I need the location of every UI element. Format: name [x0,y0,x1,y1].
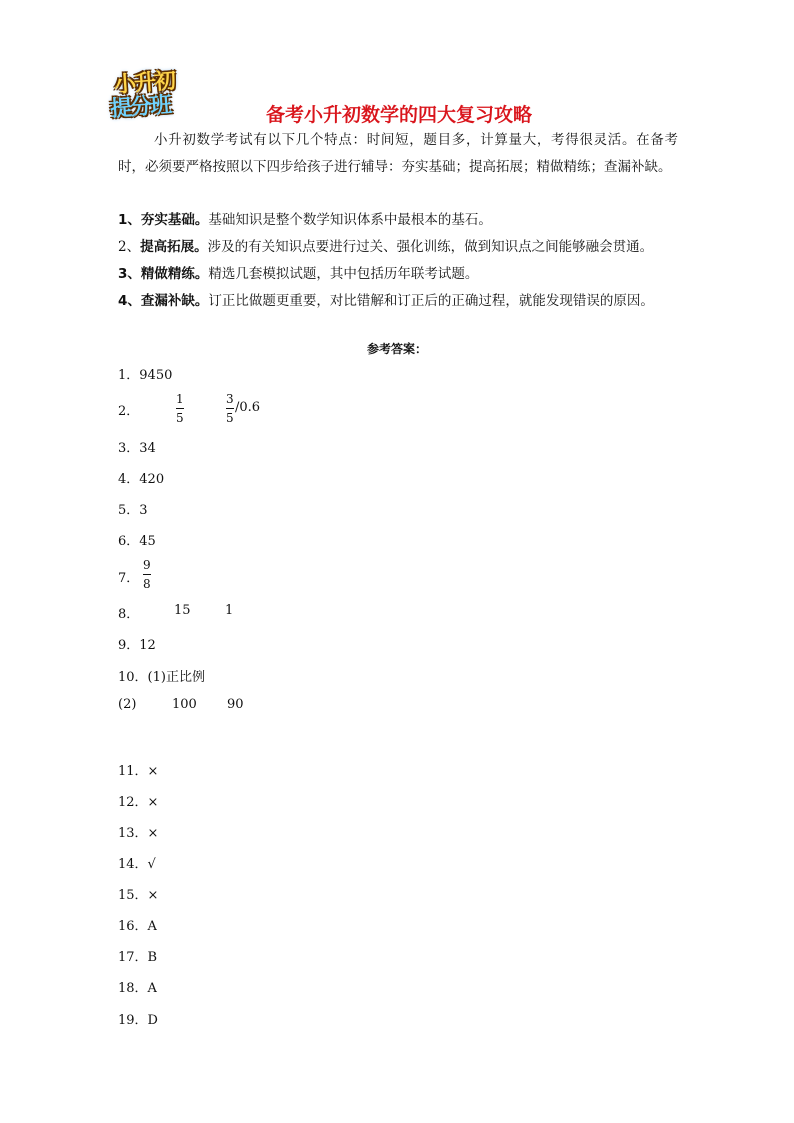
answer-7-fraction [143,557,151,592]
answer-6: 6．45 [118,534,156,549]
answer-11: 11．× [118,764,159,779]
answers-heading: 参考答案： [366,342,427,356]
logo-text-line2: 提分班 [109,92,171,123]
answer-8-label: 8． [118,607,140,622]
fraction-numerator: 9 [143,558,151,572]
page-title: 备考小升初数学的四大复习攻略 [265,104,532,126]
fraction-bar [176,408,184,409]
tip-number: 4、 [118,293,141,309]
tip-number: 2、 [118,239,141,255]
answer-2-label: 2． [118,404,140,419]
tip-number: 3、 [118,266,141,282]
answer-17: 17．B [118,950,158,965]
answer-13: 13．× [118,826,159,841]
tip-body: 涉及的有关知识点要进行过关、强化训练，做到知识点之间能够融会贯通。 [207,239,654,255]
fraction-numerator: 3 [226,392,234,406]
tip-1 [118,210,698,230]
answer-2-fraction-2 [226,391,234,426]
tip-body: 精选几套模拟试题，其中包括历年联考试题。 [208,266,479,282]
answer-10-2-value-2: 90 [227,697,244,712]
answer-7-label: 7． [118,571,140,586]
fraction-numerator: 1 [176,392,184,406]
tip-heading: 查漏补缺。 [140,293,209,309]
answer-19: 19．D [118,1013,158,1028]
answer-16: 16．A [118,919,157,934]
fraction-denominator: 5 [226,411,234,425]
answer-15: 15．× [118,888,159,903]
tip-heading: 夯实基础。 [140,212,209,228]
answer-3: 3．34 [118,441,156,456]
answer-18: 18．A [118,981,157,996]
tip-body: 基础知识是整个数学知识体系中最根本的基石。 [208,212,492,228]
fraction-denominator: 5 [176,411,184,425]
answer-10-1: 10．(1)正比例 [118,670,205,685]
logo-text-line1: 小升初 [113,68,175,99]
fraction-bar [143,574,151,575]
answer-1: 1．9450 [118,368,173,383]
tip-3 [118,264,698,284]
answer-2-fraction-1 [176,391,184,426]
answer-4: 4．420 [118,472,165,487]
answer-2-tail: /0.6 [235,400,261,415]
tip-heading: 提高拓展。 [140,239,208,255]
tip-body: 订正比做题更重要，对比错解和订正后的正确过程，就能发现错误的原因。 [208,293,654,309]
answer-9: 9．12 [118,638,156,653]
tip-number: 1、 [118,212,141,228]
answer-5: 5．3 [118,503,148,518]
intro-paragraph: 小升初数学考试有以下几个特点：时间短，题目多，计算量大，考得很灵活。在备考时，必须要严格按照以下四步给孩子进行辅导：夯实基础；提高拓展；精做精练；查漏补缺。 [118,132,678,175]
fraction-bar [226,408,234,409]
tip-4 [118,291,698,311]
answer-14: 14．√ [118,857,156,872]
answer-10-2-label: (2) [118,697,137,712]
answer-10-2-value-1: 100 [172,697,197,712]
answer-12: 12．× [118,795,159,810]
answer-8-value-2: 1 [225,603,234,618]
tip-heading: 精做精练。 [140,266,209,282]
answer-8-value-1: 15 [174,603,191,618]
fraction-denominator: 8 [143,577,151,591]
tip-2 [118,237,698,257]
